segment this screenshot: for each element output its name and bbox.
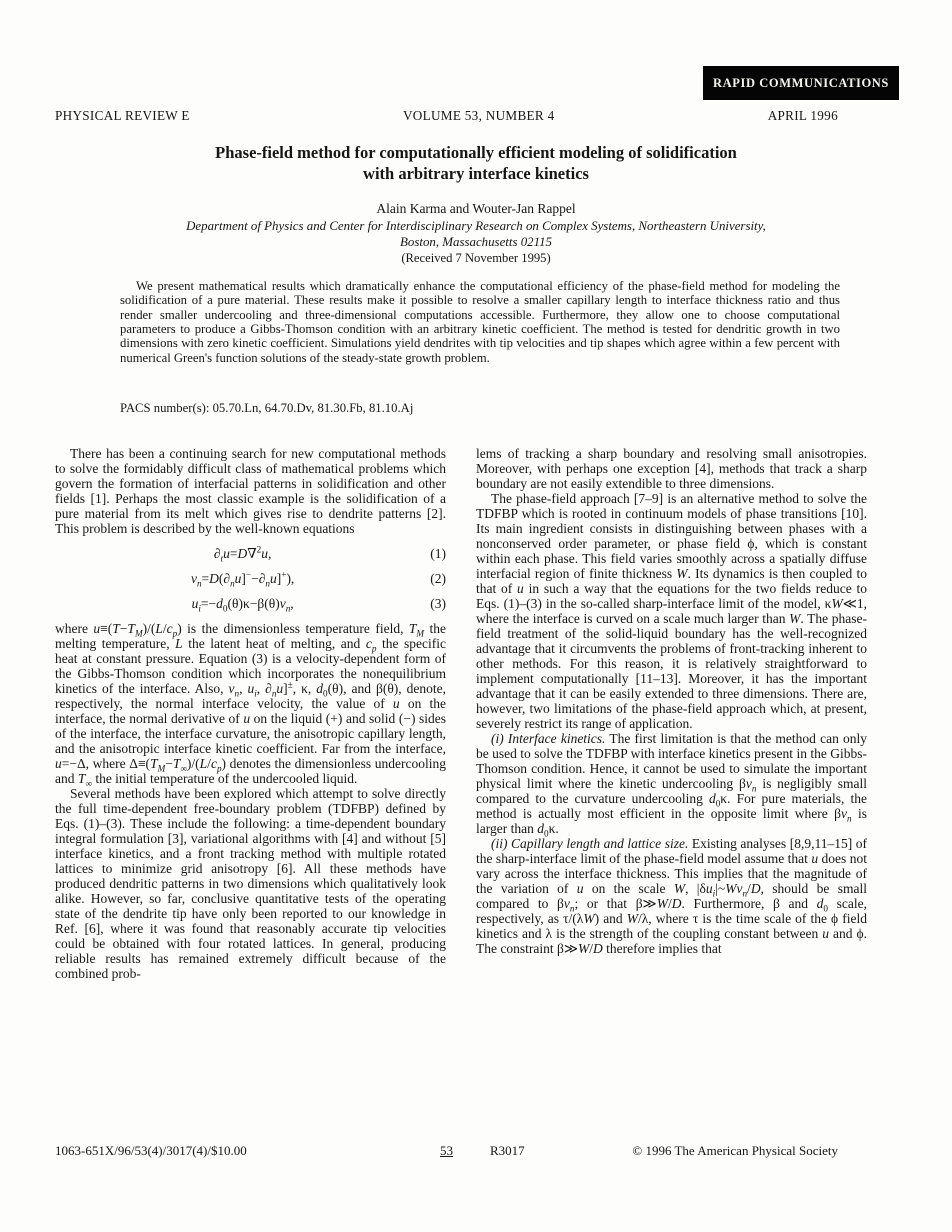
equation-2-body: $v_n=D(\partial_nu]^--\partial_nu]^+$), [190,569,295,589]
masthead [55,108,838,124]
volume-page-number: 53 [440,1143,453,1158]
paper-title-line-2: with arbitrary interface kinetics [363,164,589,183]
rapid-communications-label: RAPID COMMUNICATIONS [712,75,889,90]
rapid-communications-banner [703,66,899,100]
equation-1-number: (1) [430,546,446,561]
copyright-notice: © 1996 The American Physical Society [632,1143,838,1158]
paragraph-capillary-length: (ii) Capillary length and lattice size. Existing analyses [8,9,11–15] of the sharp-interface limit of the phase-field model assume that u does not vary across the interface thickness. This implies that the magnitude of the variation of u on the scale W, $|\delta u_i|\sim Wv_n/D$, should be small compared to $\beta v_n$; or that β≫W/D. Furthermore, β and $d_0$ scale, respectively, as τ/(λW) and W/λ, where τ is the time scale of the ϕ field kinetics and λ is the strength of the coupling constant between u and ϕ. The constraint β≫W/D therefore implies that [476,836,868,956]
paragraph-continuation: lems of tracking a sharp boundary and resolving small anisotropies. Moreover, with perhaps one exception [4], methods that track a sharp boundary are not easily extendible to three dimensions. [476,446,867,491]
equation-2-number: (2) [430,571,446,586]
authors: Alain Karma and Wouter-Jan Rappel [376,201,576,216]
affiliation [0,219,952,250]
equation-2 [55,569,446,589]
volume-number: VOLUME 53, NUMBER 4 [402,108,555,123]
journal-name: PHYSICAL REVIEW E [55,108,190,123]
paper-title [0,142,952,184]
affiliation-line-1: Department of Physics and Center for Interdisciplinary Research on Complex Systems, Northeastern University, [186,219,766,233]
equation-3-number: (3) [430,596,446,611]
issue-date: APRIL 1996 [767,108,838,123]
left-column [55,446,446,981]
paragraph-phase-field: The phase-field approach [7–9] is an alternative method to solve the TDFBP which is rooted in continuum models of phase transitions [10]. Its main ingredient consists in distinguishing between phases with a nonconserved order parameter, or phase field ϕ, which is constant within each phase. This field varies smoothly across a spatially diffuse interfacial region of finite thickness W. Its dynamics is then coupled to that of u in such a way that the equations for the two fields reduce to Eqs. (1)–(3) in the so-called sharp-interface limit of the model, κW≪1, where the interface is curved on a scale much larger than W. The phase-field treatment of the solid-liquid boundary has the well-recognized advantage that it circumvents the problems of front-tracking inherent to other methods. For this reason, it is relatively straightforward to implement computationally [11–13]. Moreover, it has the important advantage that it can be easily extended to three dimensions. There are, however, two limitations of the phase-field approach which, at present, severely restrict its range of application. [476,491,867,731]
issn-code: 1063-651X/96/53(4)/3017(4)/$10.00 [55,1143,247,1158]
equation-3-body: $u_i=-d_0(\theta)\kappa-\beta(\theta)v_n$, [191,596,294,614]
article-body [55,446,867,981]
paper-title-line-1: Phase-field method for computationally efficient modeling of solidification [215,143,737,162]
equation-3 [55,596,446,614]
affiliation-line-2: Boston, Massachusetts 02115 [400,234,552,249]
abstract: We present mathematical results which dramatically enhance the computational efficiency of the phase-field method for modeling the solidification of a pure material. These results make it possible to resolve a smaller capillary length to interface thickness ratio and thus render smaller undercooling and three-dimensional computations accessible. Furthermore, they allow one to choose computational parameters to produce a Gibbs-Thomson condition with an arbitrary kinetic coefficient. The method is tested for dendritic growth in two dimensions with zero kinetic coefficient. Simulations yield dendrites with tip velocities and tip shapes which agree within a few percent with numerical Green's function solutions of the steady-state growth problem. [120,279,840,365]
first-page-number: R3017 [490,1143,525,1158]
equation-1-body: $\partial_tu=D\nabla^2u$, [213,544,272,564]
paragraph-methods: Several methods have been explored which attempt to solve directly the full time-dependent free-boundary problem (TDFBP) defined by Eqs. (1)–(3). These include the following: a time-dependent boundary integral formulation [3], variational algorithms with [4] and without [5] interface kinetics, and a front tracking method with multiple rotated lattices to minimize grid anisotropy [6]. All these methods have produced dendritic patterns in two dimensions which qualitatively look alike. However, so far, conclusive quantitative tests of the operating state of the dendrite tip have only been reported to our knowledge in Ref. [6], where it was found that reasonably accurate tip velocities could be obtained with four rotated lattices. In general, producing reliable results has remained extremely difficult because of the combined prob- [55,786,446,981]
equation-1 [55,544,446,564]
paragraph-intro: There has been a continuing search for new computational methods to solve the formidably difficult class of mathematical problems which govern the formation of interfacial patterns in solidification and other fields [1]. Perhaps the most classic example is the solidification of a pure material from its melt which gives rise to dendrite patterns [2]. This problem is described by the well-known equations [55,446,446,536]
right-column [476,446,867,981]
paragraph-definitions: where $u\equiv(T-T_M)/(L/c_p)$ is the dimensionless temperature field, $T_M$ the melting temperature, L the latent heat of melting, and $c_p$ the specific heat at constant pressure. Equation (3) is a velocity-dependent form of the Gibbs-Thomson condition which incorporates the nonequilibrium kinetics of the interface. Also, $v_n$, $u_i$, $\partial_nu]^\pm$, κ, $d_0(\theta)$, and β(θ), denote, respectively, the normal interface velocity, the value of u on the interface, the normal derivative of u on the liquid (+) and solid (−) sides of the interface, the interface curvature, the anisotropic capillary length, and the anisotropic interface kinetic coefficient. Far from the interface, u=−Δ, where $\Delta\equiv(T_M-T_\infty)/(L/c_p)$ denotes the dimensionless undercooling and $T_\infty$ the initial temperature of the undercooled liquid. [55,621,447,789]
pacs-line: PACS number(s): 05.70.Ln, 64.70.Dv, 81.30.Fb, 81.10.Aj [120,401,414,415]
received-date: (Received 7 November 1995) [401,251,551,265]
paragraph-interface-kinetics: (i) Interface kinetics. The first limitation is that the method can only be used to solve the TDFBP with interface kinetics present in the Gibbs-Thomson condition. Hence, it cannot be used to simulate the important physical limit where the kinetic undercooling $\beta v_n$ is negligibly small compared to the curvature undercooling $d_0\kappa$. For pure materials, the method is actually most efficient in the opposite limit where $\beta v_n$ is larger than $d_0\kappa$. [476,731,867,839]
